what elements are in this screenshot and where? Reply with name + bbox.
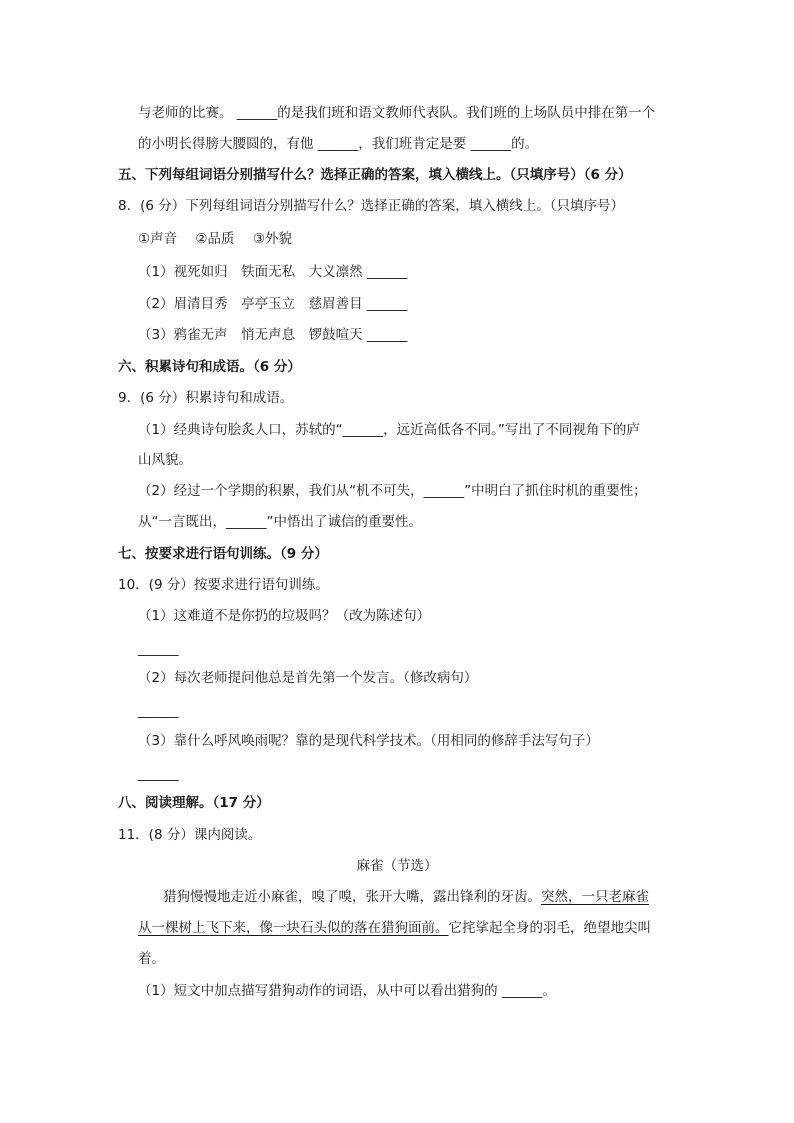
q10-answer-2: ______ [138,703,179,719]
q10-answer-1: ______ [138,641,179,657]
passage-title: 麻雀（节选） [356,858,438,874]
section-6-heading: 六、积累诗句和成语。（6 分） [118,359,301,375]
q9-item-1-line-1: （1）经典诗句脍炙人口，苏轼的“______，远近高低各不同。”写出了不同视角下的庐 [138,422,640,438]
question-9: 9．(6 分）积累诗句和成语。 [118,390,294,406]
q8-item-2: （2）眉清目秀 亭亭玉立 慈眉善目 ______ [138,296,408,312]
section-7-heading: 七、按要求进行语句训练。（9 分） [118,546,328,562]
q9-item-1-line-2: 山风貌。 [138,452,192,468]
passage-text: 猎狗慢慢地走近小麻雀，嗅了嗅，张开大嘴，露出锋利的牙齿。 [163,889,541,905]
q8-option-3: ③外貌 [252,231,292,247]
underlined-text: 从一棵树上飞下来，像一块石头似的落在猎狗面前。 [138,920,449,936]
q10-item-3: （3）靠什么呼风唤雨呢？靠的是现代科学技术。（用相同的修辞手法写句子） [138,733,599,749]
section-8-heading: 八、阅读理解。（17 分） [118,795,270,811]
question-10: 10．(9 分）按要求进行语句训练。 [118,577,329,593]
continuation-line-2: 的小明长得膀大腰圆的，有他 ______，我们班肯定是要 ______的。 [138,136,539,152]
section-5-heading: 五、下列每组词语分别描写什么？选择正确的答案，填入横线上。（只填序号）（6 分） [118,167,632,183]
q8-item-1: （1）视死如归 铁面无私 大义凛然 ______ [138,264,408,280]
q8-option-1: ①声音 [138,231,178,247]
q10-answer-3: ______ [138,766,179,782]
q8-option-2: ②品质 [195,231,235,247]
q8-item-3: （3）鸦雀无声 悄无声息 锣鼓喧天 ______ [138,327,408,343]
passage-line-3: 着。 [138,951,165,967]
question-11: 11．(8 分）课内阅读。 [118,827,262,843]
continuation-line-1: 与老师的比赛。 ______的是我们班和语文教师代表队。我们班的上场队员中排在第一个 [138,105,656,121]
q10-item-1: （1）这难道不是你扔的垃圾吗？（改为陈述句） [138,608,431,624]
q10-item-2: （2）每次老师提问他总是首先第一个发言。（修改病句） [138,670,478,686]
q11-item-1: （1）短文中加点描写猎狗动作的词语，从中可以看出猎狗的 ______。 [138,983,556,999]
q9-item-2-line-1: （2）经过一个学期的积累，我们从“机不可失，______”中明白了抓住时机的重要性； [138,483,647,499]
passage-line-2 [138,918,651,938]
q9-item-2-line-2: 从“一言既出，______”中悟出了诚信的重要性。 [138,514,422,530]
question-8: 8．(6 分）下列每组词语分别描写什么？选择正确的答案，填入横线上。（只填序号） [118,198,624,214]
passage-line-1 [163,887,649,907]
q8-options [138,229,306,249]
underlined-text: 突然，一只老麻雀 [541,889,649,905]
passage-text: 它挓挲起全身的羽毛，绝望地尖叫 [448,920,651,936]
